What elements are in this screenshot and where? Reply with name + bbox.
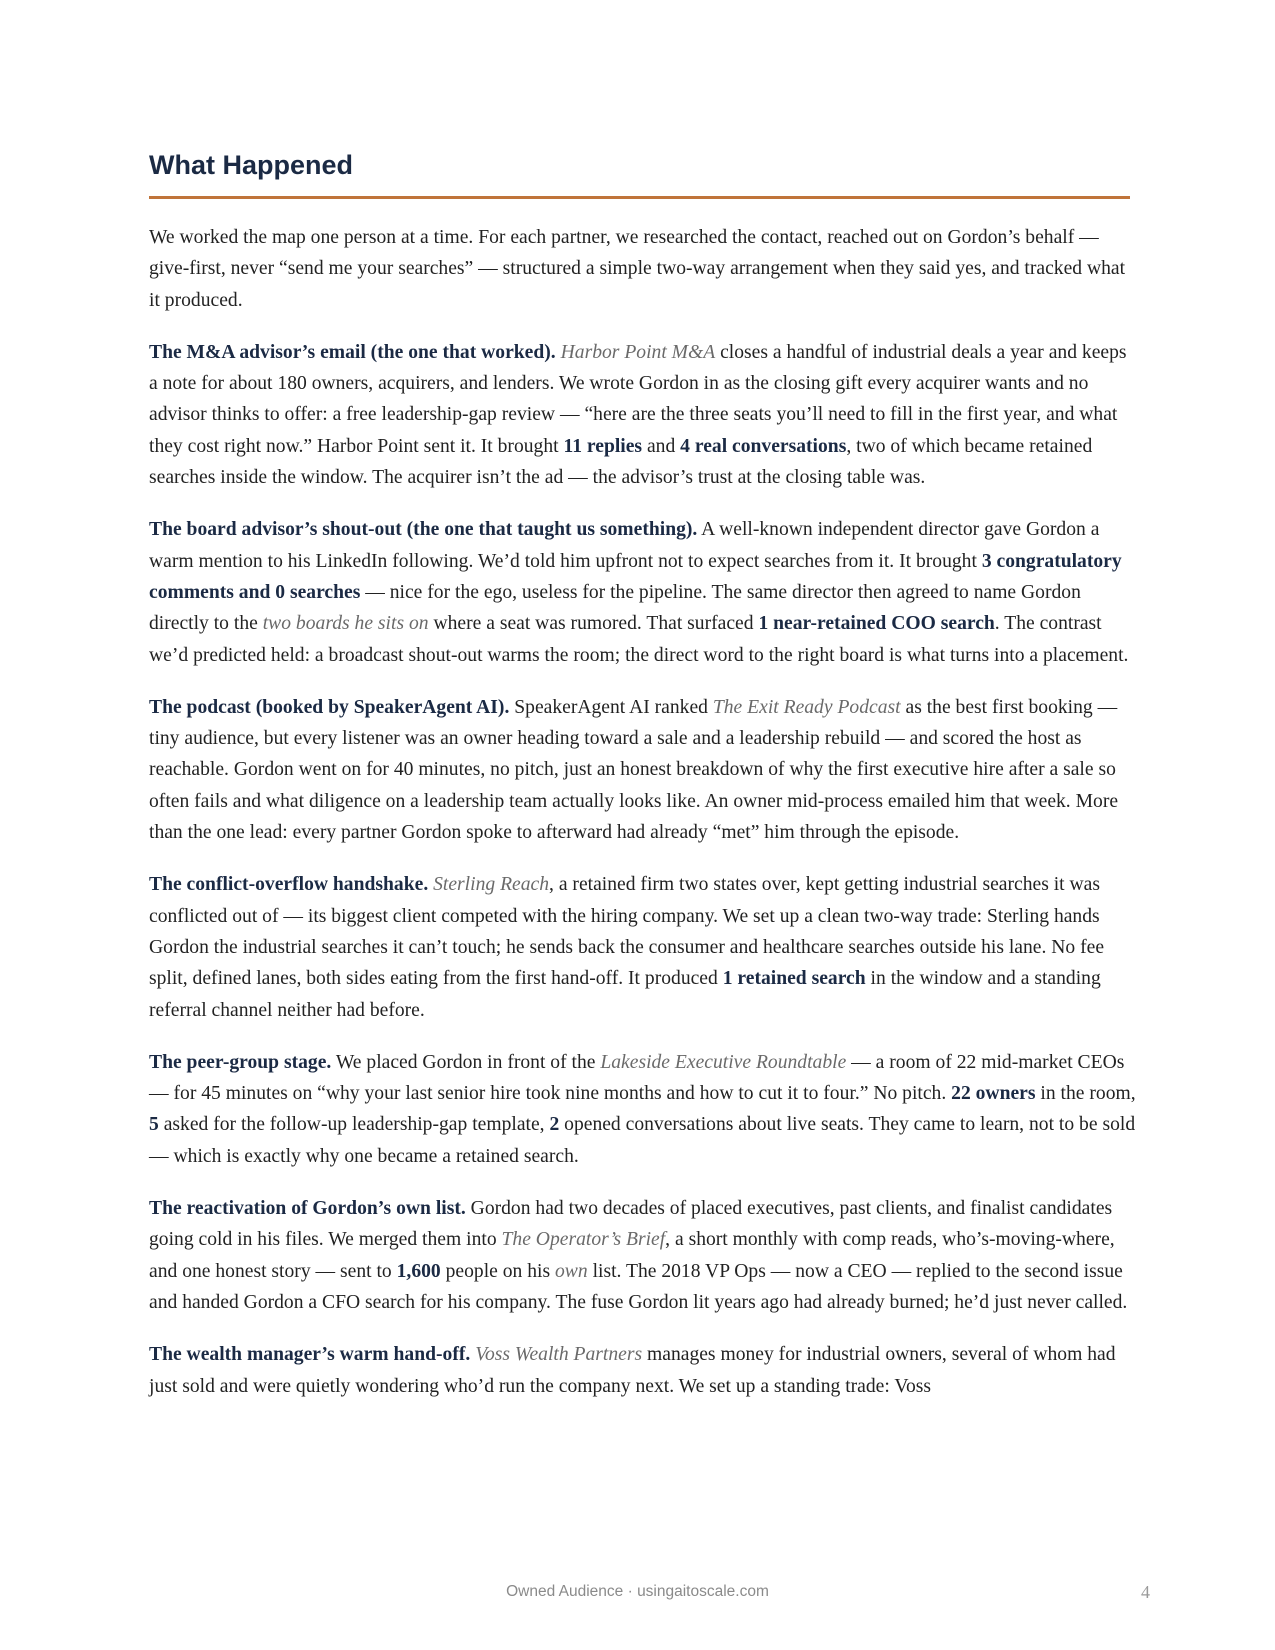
emphasis-name: The Operator’s Brief <box>501 1229 666 1251</box>
text-run: people on his <box>440 1260 555 1282</box>
text-run: in the room, <box>1035 1083 1136 1105</box>
stat-highlight: 11 replies <box>563 435 643 457</box>
paragraph-lead: The M&A advisor’s email (the one that worked). <box>149 341 556 363</box>
paragraph-lead: The reactivation of Gordon’s own list. <box>149 1198 466 1220</box>
text-run: opened conversations about live seats. They came to learn, not to be sold — which is exactly why one became a retained search. <box>149 1114 1136 1167</box>
paragraph-podcast <box>149 692 1139 848</box>
text-run: — a room of 22 mid-market CEOs — for 45 minutes on “why your last senior hire took nine months and how to cut it to four.” No pitch. <box>149 1051 1125 1105</box>
text-run: , two of which became retained searches inside the window. The acquirer isn’t the ad — the advisor’s trust at the closing table was. <box>149 435 1093 489</box>
stat-highlight: 2 <box>549 1114 560 1136</box>
stat-highlight: 1 near-retained COO search <box>758 613 995 635</box>
text-run: closes a handful of industrial deals a year and keeps a note for about 180 owners, acquirers, and lenders. We wrote Gordon in as the closing gift every acquirer wants and no advisor thinks to offer: a free leadership-gap review — “here are the three seats you’ll need to fill in the first year, and what they cost right now.” Harbor Point sent it. It brought <box>149 341 1127 457</box>
text-run: . The contrast we’d predicted held: a broadcast shout-out warms the room; the direct word to the right board is what turns into a placement. <box>149 613 1129 666</box>
paragraph-wealth-manager <box>149 1339 1139 1402</box>
text-run: A well-known independent director gave Gordon a warm mention to his LinkedIn following. We’d told him upfront not to expect searches from it. It brought <box>149 519 1100 572</box>
text-run: manages money for industrial owners, several of whom had just sold and were quietly wondering who’d run the company next. We set up a standing trade: Voss <box>149 1344 1116 1397</box>
text-run: in the window and a standing referral channel neither had before. <box>149 968 1101 1021</box>
body-text <box>149 222 1139 1423</box>
text-run: — nice for the ego, useless for the pipeline. The same director then agreed to name Gordon directly to the <box>149 581 1081 635</box>
paragraph-board-advisor <box>149 514 1139 670</box>
text-run: asked for the follow-up leadership-gap template, <box>158 1114 550 1136</box>
text-run: SpeakerAgent AI ranked <box>509 696 713 718</box>
emphasis-name: The Exit Ready Podcast <box>712 696 901 718</box>
emphasis-name: Harbor Point M&A <box>560 341 716 363</box>
paragraph-list-reactivation <box>149 1193 1139 1318</box>
paragraph-lead: The peer-group stage. <box>149 1051 332 1073</box>
text-run: We placed Gordon in front of the <box>331 1051 601 1073</box>
title-divider <box>149 196 1130 199</box>
text-run: and <box>642 435 681 457</box>
paragraph-lead: The podcast (booked by SpeakerAgent AI). <box>149 696 510 718</box>
stat-highlight: 1,600 <box>396 1260 441 1282</box>
emphasis-name: Voss Wealth Partners <box>475 1344 643 1366</box>
text-run: , a short monthly with comp reads, who’s-moving-where, and one honest story — sent to <box>149 1229 1115 1282</box>
intro-paragraph: We worked the map one person at a time. For each partner, we researched the contact, reached out on Gordon’s behalf — give-first, never “send me your searches” — structured a simple two-way arrangement when they said yes, and tracked what it produced. <box>149 227 1126 311</box>
paragraph-lead: The conflict-overflow handshake. <box>149 874 429 896</box>
stat-highlight: 1 retained search <box>722 968 866 990</box>
stat-highlight: 22 owners <box>951 1083 1036 1105</box>
text-run: as the best first booking — tiny audience, but every listener was an owner heading toward a sale and a leadership rebuild — and scored the host as reachable. Gordon went on for 40 minutes, no pitch, just an honest breakdown of why the first executive hire after a sale so often fails and what diligence on a leadership team actually looks like. An owner mid-process emailed him that week. More than the one lead: every partner Gordon spoke to afterward had already “met” him through the episode. <box>149 696 1119 844</box>
text-run: Gordon had two decades of placed executives, past clients, and finalist candidates going cold in his files. We merged them into <box>149 1198 1113 1251</box>
text-run: where a seat was rumored. That surfaced <box>428 613 759 635</box>
emphasis-word: own <box>555 1260 588 1282</box>
emphasis-name: Lakeside Executive Roundtable <box>600 1051 847 1073</box>
footer-text: Owned Audience · usingaitoscale.com <box>506 1583 769 1600</box>
paragraph-lead: The wealth manager’s warm hand-off. <box>149 1344 471 1366</box>
text-run: , a retained firm two states over, kept getting industrial searches it was conflicted out of — its biggest client competed with the hiring company. We set up a clean two-way trade: Sterling hands Gordon the industrial searches it can’t touch; he sends back the consumer and healthcare searches outside his lane. No fee split, defined lanes, both sides eating from the first hand-off. It produced <box>149 874 1105 990</box>
stat-highlight: 4 real conversations <box>680 435 847 457</box>
stat-highlight: 3 congratulatory comments and 0 searches <box>149 550 1122 603</box>
page-title: What Happened <box>149 150 354 180</box>
paragraph-ma-advisor <box>149 337 1139 493</box>
stat-highlight: 5 <box>149 1114 159 1136</box>
paragraph-conflict-overflow <box>149 869 1139 1025</box>
text-run: list. The 2018 VP Ops — now a CEO — replied to the second issue and handed Gordon a CFO search for his company. The fuse Gordon lit years ago had already burned; he’d just never called. <box>149 1260 1128 1313</box>
paragraph-peer-group <box>149 1047 1139 1172</box>
emphasis-name: Sterling Reach <box>433 874 550 896</box>
emphasis-name: two boards he sits on <box>262 613 429 635</box>
paragraph-lead: The board advisor’s shout-out (the one that taught us something). <box>149 519 698 541</box>
page-number: 4 <box>1141 1582 1150 1602</box>
